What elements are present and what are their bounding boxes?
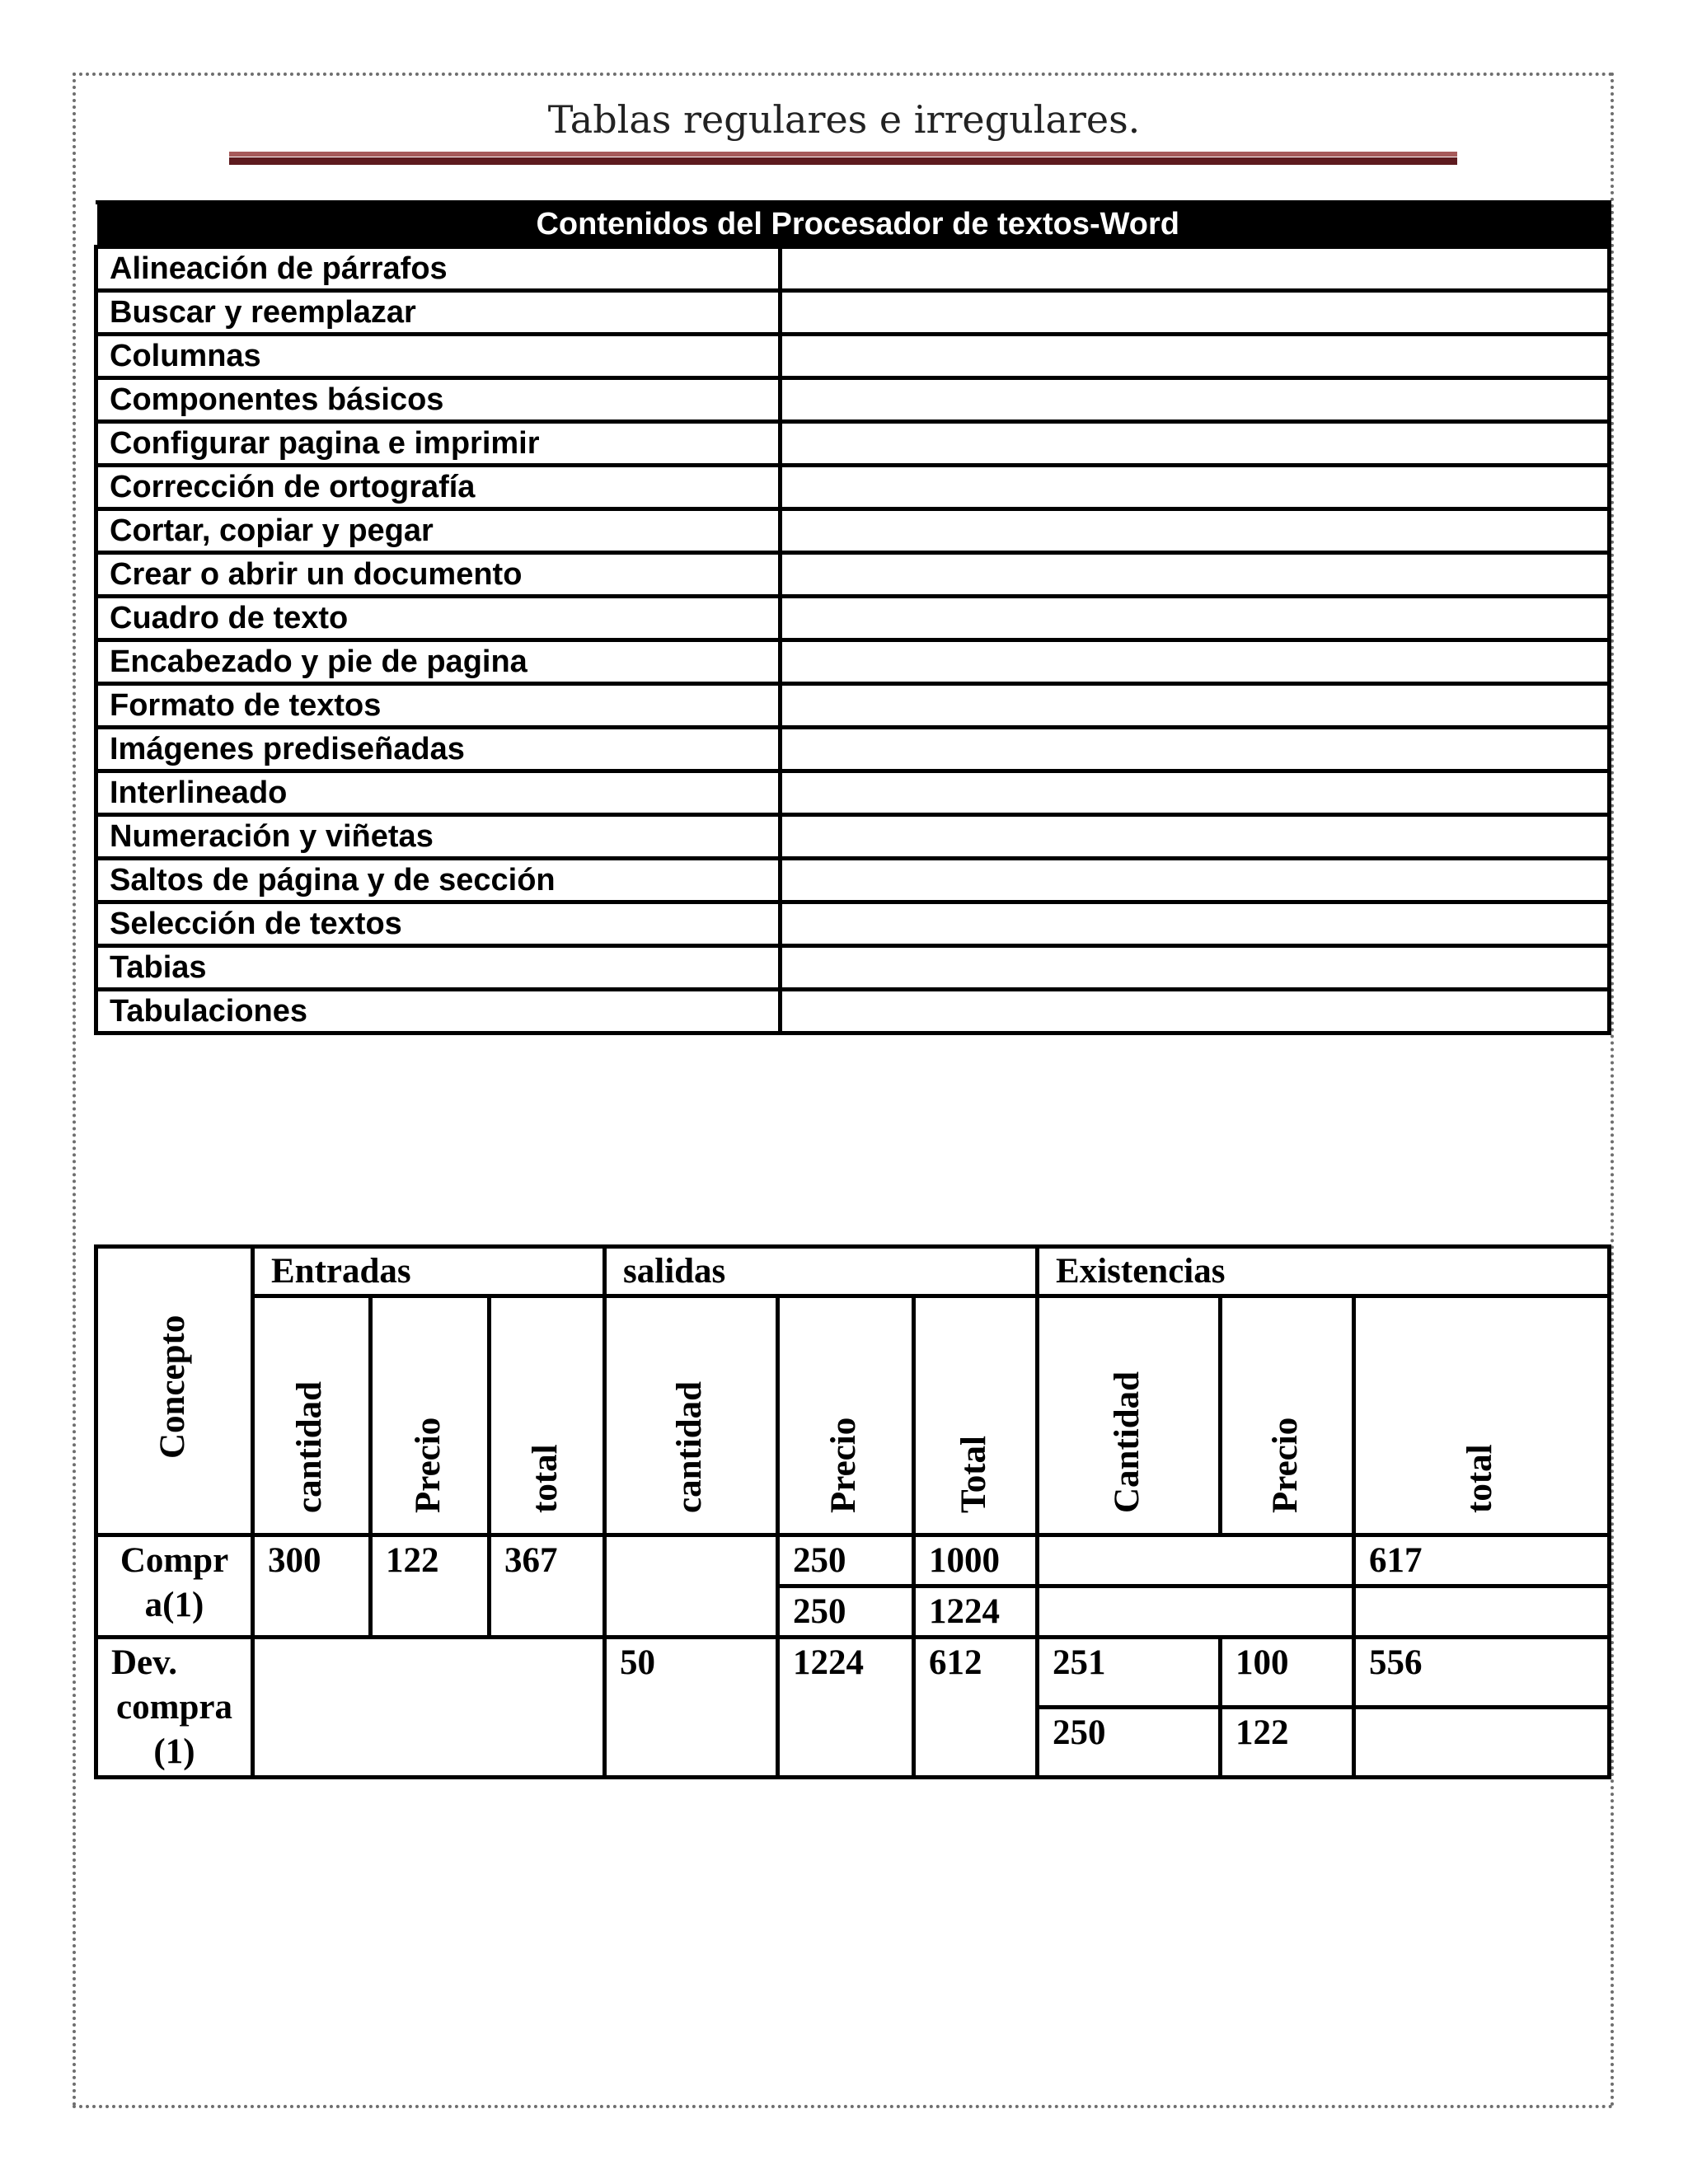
compra-label: Compr a(1) <box>96 1535 253 1638</box>
contents-topic-label: Alineación de párrafos <box>96 247 781 291</box>
compra-salidas-precio-2: 250 <box>778 1586 914 1638</box>
existencias-total-header: total <box>1354 1296 1610 1535</box>
contents-table-row <box>96 640 1610 684</box>
devcompra-existencias-cantidad-2: 250 <box>1038 1708 1221 1778</box>
contents-answer-cell <box>781 509 1610 553</box>
compra-entradas-total: 367 <box>490 1535 605 1638</box>
existencias-precio-header: Precio <box>1221 1296 1354 1535</box>
contents-topic-label: Buscar y reemplazar <box>96 291 781 335</box>
contents-table-row <box>96 553 1610 597</box>
compra-existencias-empty-2 <box>1038 1586 1354 1638</box>
contents-topic-label: Imágenes prediseñadas <box>96 728 781 771</box>
compra-salidas-cantidad <box>605 1535 778 1638</box>
contents-table-row <box>96 335 1610 378</box>
devcompra-existencias-total: 556 <box>1354 1638 1610 1708</box>
contents-answer-cell <box>781 466 1610 509</box>
salidas-precio-header: Precio <box>778 1296 914 1535</box>
compra-salidas-precio-1: 250 <box>778 1535 914 1586</box>
compra-existencias-total-2 <box>1354 1586 1610 1638</box>
contents-answer-cell <box>781 859 1610 902</box>
compra-entradas-cantidad: 300 <box>253 1535 371 1638</box>
compra-salidas-total-2: 1224 <box>914 1586 1038 1638</box>
contents-table-row <box>96 990 1610 1033</box>
concepto-header: Concepto <box>96 1247 253 1535</box>
contents-table-row <box>96 291 1610 335</box>
contents-topic-label: Cuadro de texto <box>96 597 781 640</box>
compra-existencias-empty-1 <box>1038 1535 1354 1586</box>
salidas-header: salidas <box>605 1247 1038 1296</box>
contents-table-row <box>96 422 1610 466</box>
contents-topic-label: Tabulaciones <box>96 990 781 1033</box>
contents-topic-label: Cortar, copiar y pegar <box>96 509 781 553</box>
entradas-precio-header: Precio <box>371 1296 490 1535</box>
contents-table-row <box>96 902 1610 946</box>
existencias-cantidad-header: Cantidad <box>1038 1296 1221 1535</box>
salidas-cantidad-header: cantidad <box>605 1296 778 1535</box>
entradas-cantidad-header: cantidad <box>253 1296 371 1535</box>
existencias-header: Existencias <box>1038 1247 1610 1296</box>
devcompra-salidas-total: 612 <box>914 1638 1038 1778</box>
contents-table <box>94 200 1611 1035</box>
title-rule-bottom <box>229 157 1457 165</box>
contents-table-row <box>96 771 1610 815</box>
contents-table-row <box>96 684 1610 728</box>
contents-topic-label: Numeración y viñetas <box>96 815 781 859</box>
devcompra-existencias-precio-1: 100 <box>1221 1638 1354 1708</box>
contents-table-row <box>96 946 1610 990</box>
contents-table-row <box>96 728 1610 771</box>
contents-table-row <box>96 378 1610 422</box>
contents-table-row <box>96 597 1610 640</box>
contents-answer-cell <box>781 378 1610 422</box>
compra-entradas-precio: 122 <box>371 1535 490 1638</box>
devcompra-existencias-precio-2: 122 <box>1221 1708 1354 1778</box>
devcompra-existencias-cantidad-1: 251 <box>1038 1638 1221 1708</box>
devcompra-label: Dev. compra (1) <box>96 1638 253 1778</box>
contents-table-row <box>96 466 1610 509</box>
devcompra-existencias-total-2 <box>1354 1708 1610 1778</box>
contents-table-row <box>96 247 1610 291</box>
contents-topic-label: Saltos de página y de sección <box>96 859 781 902</box>
contents-topic-label: Encabezado y pie de pagina <box>96 640 781 684</box>
contents-answer-cell <box>781 291 1610 335</box>
devcompra-salidas-precio: 1224 <box>778 1638 914 1778</box>
contents-topic-label: Corrección de ortografía <box>96 466 781 509</box>
contents-answer-cell <box>781 597 1610 640</box>
contents-table-row <box>96 815 1610 859</box>
contents-table-header: Contenidos del Procesador de textos-Word <box>96 203 1610 247</box>
inventory-table <box>94 1244 1611 1779</box>
contents-table-row <box>96 509 1610 553</box>
title-rule-top <box>229 152 1457 157</box>
contents-topic-label: Interlineado <box>96 771 781 815</box>
contents-topic-label: Crear o abrir un documento <box>96 553 781 597</box>
contents-topic-label: Columnas <box>96 335 781 378</box>
contents-topic-label: Formato de textos <box>96 684 781 728</box>
contents-answer-cell <box>781 815 1610 859</box>
contents-topic-label: Selección de textos <box>96 902 781 946</box>
contents-answer-cell <box>781 771 1610 815</box>
contents-answer-cell <box>781 684 1610 728</box>
contents-answer-cell <box>781 902 1610 946</box>
contents-table-row <box>96 859 1610 902</box>
compra-salidas-total-1: 1000 <box>914 1535 1038 1586</box>
contents-answer-cell <box>781 247 1610 291</box>
compra-existencias-total-1: 617 <box>1354 1535 1610 1586</box>
entradas-header: Entradas <box>253 1247 605 1296</box>
devcompra-salidas-cantidad: 50 <box>605 1638 778 1778</box>
salidas-total-header: Total <box>914 1296 1038 1535</box>
contents-answer-cell <box>781 728 1610 771</box>
page-title: Tablas regulares e irregulares. <box>547 97 1141 142</box>
contents-answer-cell <box>781 640 1610 684</box>
contents-topic-label: Tabias <box>96 946 781 990</box>
contents-answer-cell <box>781 946 1610 990</box>
contents-answer-cell <box>781 335 1610 378</box>
contents-topic-label: Componentes básicos <box>96 378 781 422</box>
contents-answer-cell <box>781 990 1610 1033</box>
devcompra-entradas-empty <box>253 1638 605 1778</box>
contents-answer-cell <box>781 553 1610 597</box>
contents-answer-cell <box>781 422 1610 466</box>
entradas-total-header: total <box>490 1296 605 1535</box>
contents-topic-label: Configurar pagina e imprimir <box>96 422 781 466</box>
